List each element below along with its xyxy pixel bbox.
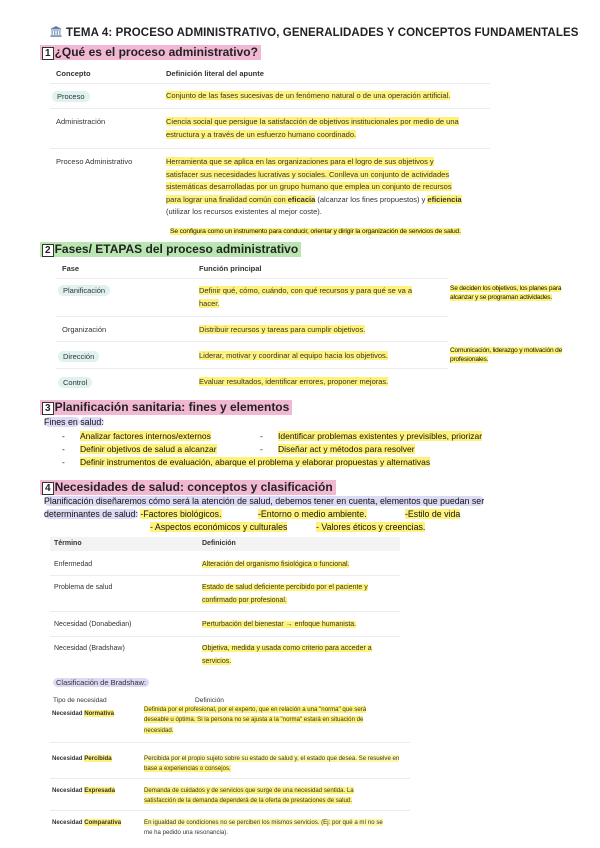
s1-note: Se configura como un instrumento para conducir, orientar y dirigir la organización de servicios de salud. [170, 228, 461, 235]
factor-economicos: - Aspectos económicos y culturales [150, 522, 288, 532]
funcion-organizacion: Distribuir recursos y tareas para cumplir objetivos. [199, 325, 366, 334]
def-normativa: Definida por el profesional, por el experto, que en relación a una "norma" que será deseable u óptima. Si la persona no se ajusta a la "norma" estará en situación de necesidad. [144, 706, 367, 734]
bullet-definir-objetivos: Definir objetivos de salud a alcanzar [80, 444, 217, 454]
s2-col-funcion: Función principal [199, 264, 262, 273]
factor-entorno: -Entorno o medio ambiente. [258, 509, 367, 519]
tipo-percibida: Necesidad Percibida [52, 755, 112, 762]
s4-col-termino: Término [54, 540, 82, 547]
def-problema-salud: Estado de salud deficiente percibido por el paciente y confirmado por profesional. [202, 584, 368, 604]
def-proceso-administrativo: Herramienta que se aplica en las organizaciones para el logro de sus objetivos y satisfacer sus necesidades lucrativas y sociales. Conlleva un conjunto de actividades sistemáticas desarrolladas por un grupo humano que emplea un conjunto de recursos para lograr una finalidad común con eficacia (alcanzar los fines propuestos) y eficiencia (utilizar los recursos existentes al mejor coste). [166, 157, 462, 216]
bullet-disenar: Diseñar act y métodos para resolver [278, 444, 415, 454]
bullet-dash: - [62, 431, 65, 441]
def-proceso: Conjunto de las fases sucesivas de un fenómeno natural o de una operación artificial. [166, 91, 451, 100]
funcion-direccion: Liderar, motivar y coordinar al equipo hacia los objetivos. [199, 351, 388, 360]
fase-control: Control [58, 377, 92, 388]
term-problema-salud: Problema de salud [54, 584, 113, 591]
factor-estilo-vida: -Estilo de vida [405, 509, 461, 519]
term-administracion: Administración [56, 117, 106, 126]
section-4-heading: 4 Necesidades de salud: conceptos y clasificación [40, 480, 336, 495]
term-proceso: Proceso [52, 91, 90, 102]
section-2-heading: 2 Fases/ ETAPAS del proceso administrativo [40, 242, 301, 257]
def-necesidad-bradshaw: Objetiva, medida y usada como criterio para acceder a servicios. [202, 645, 372, 665]
term-necesidad-bradshaw: Necesidad (Bradshaw) [54, 645, 125, 652]
bullet-dash: - [260, 444, 263, 454]
s1-col-concepto: Concepto [56, 69, 91, 78]
def-percibida: Percibida por el propio sujeto sobre su estado de salud y, el estado que desea. Se resuelve en base a experiencias o consejos. [144, 755, 400, 773]
funcion-planificacion: Definir qué, cómo, cuándo, con qué recursos y para qué se va a hacer. [199, 286, 413, 308]
note-planificacion: Se deciden los objetivos, los planes para alcanzar y se programan actividades. [450, 285, 562, 301]
funcion-control: Evaluar resultados, identificar errores, proponer mejoras. [199, 377, 389, 386]
page-title: TEMA 4: PROCESO ADMINISTRATIVO, GENERALIDADES Y CONCEPTOS FUNDAMENTALES [50, 26, 579, 39]
def-comparativa: En igualdad de condiciones no se perciben los mismos servicios. (Ej: por qué a mí no se me ha pedido una resonancia). [144, 819, 383, 837]
section-1-heading: 1 ¿Qué es el proceso administrativo? [40, 45, 261, 60]
def-necesidad-donabedian: Perturbación del bienestar → enfoque humanista. [202, 621, 357, 628]
tipo-comparativa: Necesidad Comparativa [52, 819, 122, 826]
s4-col-tipo: Tipo de necesidad [53, 697, 107, 704]
tipo-normativa: Necesidad Normativa [52, 710, 114, 717]
fines-en-salud: Fines en salud: [44, 417, 104, 427]
term-proceso-administrativo: Proceso Administrativo [56, 157, 133, 166]
fase-organizacion: Organización [62, 325, 107, 334]
factor-valores: - Valores éticos y creencias. [316, 522, 426, 532]
tipo-expresada: Necesidad Expresada [52, 787, 116, 794]
bullet-dash: - [62, 457, 65, 467]
term-enfermedad: Enfermedad [54, 561, 93, 568]
s2-col-fase: Fase [62, 264, 80, 273]
bullet-analizar: Analizar factores internos/externos [80, 431, 211, 441]
def-enfermedad: Alteración del organismo fisiológica o funcional. [202, 561, 350, 568]
s1-col-definicion: Definición literal del apunte [166, 69, 264, 78]
s4-col-definicion: Definición [202, 540, 236, 547]
def-administracion: Ciencia social que persigue la satisfacción de objetivos institucionales por medio de una estructura y a través de un esfuerzo humano coordinado. [166, 117, 459, 139]
bullet-definir-instrumentos: Definir instrumentos de evaluación, abarque el problema y elaborar propuestas y alternativas [80, 457, 431, 467]
bullet-dash: - [260, 431, 263, 441]
bradshaw-classification-label: Clasificación de Bradshaw: [53, 678, 149, 687]
bullet-dash: - [62, 444, 65, 454]
section-3-heading: 3 Planificación sanitaria: fines y elementos [40, 400, 292, 415]
classical-building-icon [50, 26, 62, 37]
fase-direccion: Dirección [58, 351, 99, 362]
note-direccion: Comunicación, liderazgo y motivación de profesionales. [450, 347, 563, 363]
s4-col-definicion-tipo: Definición [195, 697, 224, 704]
s4-intro-line1: Planificación diseñaremos cómo será la atención de salud, debemos tener en cuenta, elementos que puedan ser [44, 496, 485, 506]
fase-planificacion: Planificación [58, 285, 110, 296]
def-expresada: Demanda de cuidados y de servicios que surge de una necesidad sentida. La satisfacción de la demanda dependerá de la oferta de prestaciones de salud. [144, 787, 354, 805]
bullet-identificar: Identificar problemas existentes y previsibles, priorizar [278, 431, 483, 441]
term-necesidad-donabedian: Necesidad (Donabedian) [54, 621, 132, 628]
s4-intro-line2: determinantes de salud: -Factores biológicos. [44, 509, 222, 519]
